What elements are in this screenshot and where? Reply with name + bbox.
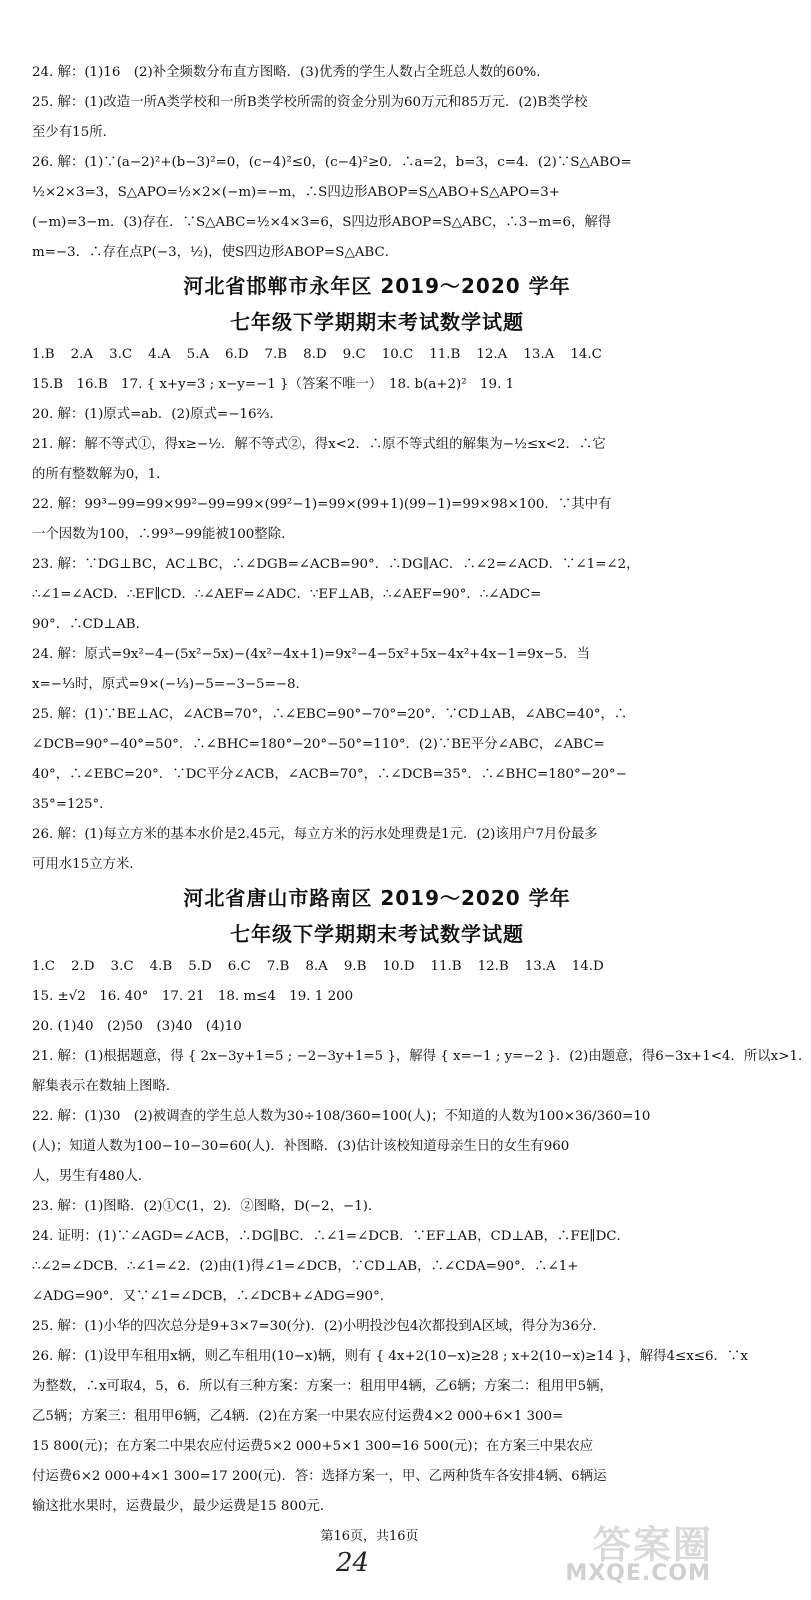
section3-choice: 11.B: [430, 959, 462, 974]
section2-line: 15.B 16.B 17. { x+y=3 ; x−y=−1 }（答案不唯一） 18. b(a+2)² 19. 1: [32, 377, 515, 392]
section3-line: 人，男生有480人．: [32, 1169, 152, 1184]
section3-line: 21. 解：(1)根据题意，得 { 2x−3y+1=5 ; −2−3y+1=5 }，解得 { x=−1 ; y=−2 }．(2)由题意，得6−3x+1<4．所以x>1．: [32, 1049, 811, 1064]
section3-title1: 河北省唐山市路南区 2019～2020 学年: [183, 886, 571, 910]
section3-line: 26. 解：(1)设甲车租用x辆，则乙车租用(10−x)辆，则有 { 4x+2(10−x)≥28 ; x+2(10−x)≥14 }，解得4≤x≤6．∵x: [32, 1349, 748, 1364]
section2-line: 24. 解：原式=9x²−4−(5x²−5x)−(4x²−4x+1)=9x²−4−5x²+5x−4x²+4x−1=9x−5．当: [32, 647, 590, 662]
answer-page: [32, 58, 811, 1522]
section3-line: 24. 证明：(1)∵∠AGD=∠ACB，∴DG∥BC．∴∠1=∠DCB．∵EF⊥AB，CD⊥AB，∴FE∥DC．: [32, 1229, 630, 1244]
section3-solutions: [32, 982, 811, 1522]
section3-choice: 9.B: [343, 959, 367, 974]
section3-line: 解集表示在数轴上图略．: [32, 1079, 180, 1094]
section3-choice: 7.B: [266, 959, 290, 974]
section2-line: x=−⅓时，原式=9×(−⅓)−5=−3−5=−8．: [32, 677, 309, 692]
section2-choice-answers: [32, 340, 722, 370]
section2-choice: 3.C: [109, 347, 133, 362]
section3-line: 22. 解：(1)30 (2)被调查的学生总人数为30÷108/360=100(人)；不知道的人数为100×36/360=10: [32, 1109, 651, 1124]
section3-choice: 8.A: [305, 959, 328, 974]
section2-choice: 7.B: [264, 347, 288, 362]
section2-choice: 10.C: [381, 347, 414, 362]
section2-line: 40°，∴∠EBC=20°．∵DC平分∠ACB，∠ACB=70°，∴∠DCB=35°．∴∠BHC=180°−20°−: [32, 767, 627, 782]
page-footer: 第16页，共16页: [320, 1529, 419, 1544]
section3-choice: 10.D: [382, 959, 415, 974]
section2-line: 的所有整数解为0，1．: [32, 467, 170, 482]
section3-choice: 4.B: [149, 959, 173, 974]
section3-line: ∠ADG=90°．又∵∠1=∠DCB，∴∠DCB+∠ADG=90°．: [32, 1289, 394, 1304]
section2-choice: 6.D: [225, 347, 249, 362]
section2-title2: 七年级下学期期末考试数学试题: [230, 310, 524, 334]
section2-line: 25. 解：(1)∵BE⊥AC，∠ACB=70°，∴∠EBC=90°−70°=20°．∵CD⊥AB，∠ABC=40°，∴: [32, 707, 628, 722]
part1-line: m=−3．∴存在点P(−3，½)，使S四边形ABOP=S△ABC．: [32, 245, 399, 260]
section3-line: 23. 解：(1)图略．(2)①C(1，2)．②图略，D(−2，−1)．: [32, 1199, 382, 1214]
section2-line: 23. 解：∵DG⊥BC，AC⊥BC，∴∠DGB=∠ACB=90°．∴DG∥AC．∴∠2=∠ACD．∵∠1=∠2，: [32, 557, 640, 572]
section3-choice: 14.D: [571, 959, 604, 974]
section2-choice: 14.C: [570, 347, 602, 362]
section2-title1: 河北省邯郸市永年区 2019～2020 学年: [183, 274, 571, 298]
section2-choice: 9.C: [342, 347, 366, 362]
section2-line: 22. 解：99³−99=99×99²−99=99×(99²−1)=99×(99+1)(99−1)=99×98×100．∵其中有: [32, 497, 612, 512]
section3-line: 输这批水果时，运费最少，最少运费是15 800元．: [32, 1499, 334, 1514]
section2-line: 90°．∴CD⊥AB．: [32, 617, 149, 632]
watermark-big: 答案圈: [592, 1523, 713, 1567]
section3-choice: 3.C: [110, 959, 134, 974]
part1-line: 24. 解：(1)16 (2)补全频数分布直方图略．(3)优秀的学生人数占全班总人数的60%．: [32, 65, 550, 80]
section2-line: ∴∠1=∠ACD．∴EF∥CD．∴∠AEF=∠ADC．∵EF⊥AB，∴∠AEF=90°．∴∠ADC=: [32, 587, 542, 602]
section3-choice: 1.C: [32, 959, 56, 974]
watermark-url: MXQE.COM: [565, 1561, 711, 1586]
section2-choice: 11.B: [429, 347, 461, 362]
section3-line: 25. 解：(1)小华的四次总分是9+3×7=30(分)．(2)小明投沙包4次都投到A区域，得分为36分．: [32, 1319, 606, 1334]
section3-choice: 13.A: [524, 959, 556, 974]
part1-answers: [32, 58, 722, 268]
section3-choice: 2.D: [71, 959, 95, 974]
section2-choice: 5.A: [186, 347, 210, 362]
section3-choice: 12.B: [477, 959, 509, 974]
section2-line: 21. 解：解不等式①，得x≥−½．解不等式②，得x<2．∴原不等式组的解集为−½≤x<2．∴它: [32, 437, 606, 452]
section2-choice: 2.A: [70, 347, 94, 362]
section3-line: 为整数，∴x可取4，5，6．所以有三种方案：方案一：租用甲4辆，乙6辆；方案二：租用甲5辆，: [32, 1379, 613, 1394]
handwritten-page-number: 24: [336, 1548, 370, 1578]
section2-line: 26. 解：(1)每立方米的基本水价是2.45元，每立方米的污水处理费是1元．(2)该用户7月份最多: [32, 827, 598, 842]
section2-line: 20. 解：(1)原式=ab．(2)原式=−16⅔．: [32, 407, 283, 422]
section3-line: 付运费6×2 000+4×1 300=17 200(元)．答：选择方案一，甲、乙两种货车各安排4辆、6辆运: [32, 1469, 607, 1484]
part1-line: ½×2×3=3，S△APO=½×2×(−m)=−m，∴S四边形ABOP=S△ABO+S△APO=3+: [32, 185, 560, 200]
section3-line: 乙5辆；方案三：租用甲6辆，乙4辆．(2)在方案一中果农应付运费4×2 000+6×1 300=: [32, 1409, 564, 1424]
section2-choice: 12.A: [476, 347, 508, 362]
section3-choice: 5.D: [188, 959, 212, 974]
section3-line: (人)；知道人数为100−10−30=60(人)．补图略．(3)估计该校知道母亲生日的女生有960: [32, 1139, 570, 1154]
section2-line: 35°=125°．: [32, 797, 113, 812]
section3-title2: 七年级下学期期末考试数学试题: [230, 922, 524, 946]
part1-line: 至少有15所．: [32, 125, 116, 140]
section2-solutions: [32, 370, 722, 880]
section3-choice: 6.C: [227, 959, 251, 974]
section2-line: 可用水15立方米．: [32, 857, 143, 872]
part1-line: (−m)=3−m．(3)存在．∵S△ABC=½×4×3=6，S四边形ABOP=S△ABC，∴3−m=6，解得: [32, 215, 612, 230]
section3-line: 15 800(元)；在方案二中果农应付运费5×2 000+5×1 300=16 500(元)；在方案三中果农应: [32, 1439, 594, 1454]
part1-line: 25. 解：(1)改造一所A类学校和一所B类学校所需的资金分别为60万元和85万元．(2)B类学校: [32, 95, 588, 110]
section2-choice: 13.A: [523, 347, 555, 362]
section3-line: ∴∠2=∠DCB．∴∠1=∠2．(2)由(1)得∠1=∠DCB，∵CD⊥AB，∴∠CDA=90°．∴∠1+: [32, 1259, 579, 1274]
section3-choice-answers: [32, 952, 722, 982]
section3-line: 15. ±√2 16. 40° 17. 21 18. m≤4 19. 1 200: [32, 989, 354, 1004]
section3-line: 20. (1)40 (2)50 (3)40 (4)10: [32, 1019, 242, 1034]
section2-choice: 4.A: [148, 347, 171, 362]
section2-choice: 8.D: [303, 347, 327, 362]
section2-choice: 1.B: [32, 347, 55, 362]
section2-line: ∠DCB=90°−40°=50°．∴∠BHC=180°−20°−50°=110°．(2)∵BE平分∠ABC，∠ABC=: [32, 737, 605, 752]
section2-line: 一个因数为100，∴99³−99能被100整除．: [32, 527, 295, 542]
part1-line: 26. 解：(1)∵(a−2)²+(b−3)²=0，(c−4)²≤0，(c−4)²≥0．∴a=2，b=3，c=4．(2)∵S△ABO=: [32, 155, 632, 170]
watermark-logo: [565, 1514, 721, 1586]
